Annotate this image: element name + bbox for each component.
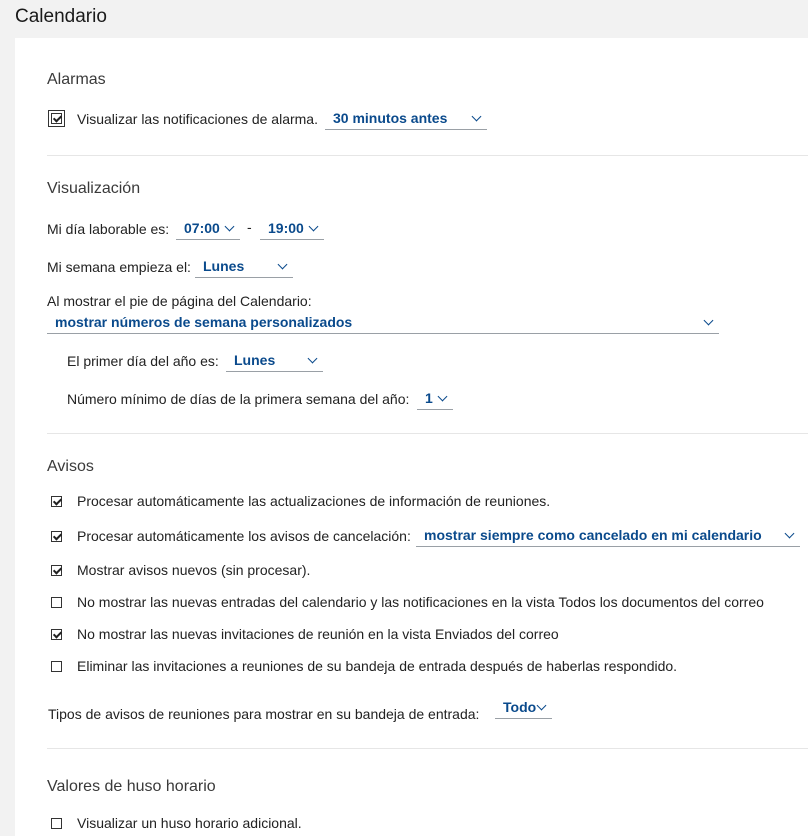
- workday-separator: -: [247, 219, 252, 235]
- extra-timezone-checkbox[interactable]: [51, 818, 62, 829]
- show-alarm-label: Visualizar las notificaciones de alarma.: [77, 111, 318, 127]
- hide-new-entries-checkbox[interactable]: [51, 597, 62, 608]
- notice-types-dropdown[interactable]: [495, 697, 552, 719]
- show-alarm-checkbox[interactable]: [51, 113, 62, 124]
- divider: [47, 748, 808, 749]
- footer-value: mostrar números de semana personalizados: [55, 314, 353, 330]
- alarm-time-value: 30 minutos antes: [333, 110, 448, 126]
- workday-start-dropdown[interactable]: [176, 218, 240, 240]
- divider: [47, 155, 808, 156]
- notices-section-title: Avisos: [47, 458, 94, 475]
- footer-dropdown[interactable]: [47, 312, 719, 334]
- settings-panel: [15, 38, 808, 836]
- first-day-dropdown[interactable]: [226, 350, 323, 372]
- chevron-down-icon: [537, 701, 547, 711]
- chevron-down-icon: [704, 316, 714, 326]
- extra-timezone-label: Visualizar un huso horario adicional.: [77, 815, 302, 831]
- show-new-notices-label: Mostrar avisos nuevos (sin procesar).: [77, 562, 311, 578]
- workday-start-value: 07:00: [184, 220, 220, 236]
- notice-types-value: Todo: [503, 699, 537, 715]
- week-start-label: Mi semana empieza el:: [47, 259, 191, 275]
- notice-types-label: Tipos de avisos de reuniones para mostrar en su bandeja de entrada:: [48, 706, 480, 722]
- alarm-time-dropdown[interactable]: [325, 108, 487, 130]
- divider: [47, 433, 808, 434]
- footer-label: Al mostrar el pie de página del Calendario:: [47, 293, 312, 309]
- alarms-section-title: Alarmas: [47, 71, 106, 88]
- process-cancel-label: Procesar automáticamente los avisos de cancelación:: [77, 528, 411, 544]
- hide-new-entries-label: No mostrar las nuevas entradas del calendario y las notificaciones en la vista Todos los documentos del correo: [77, 594, 764, 610]
- delete-invites-label: Eliminar las invitaciones a reuniones de su bandeja de entrada después de haberlas respondido.: [77, 658, 678, 674]
- hide-sent-invites-checkbox[interactable]: [51, 629, 62, 640]
- cancel-option-dropdown[interactable]: [416, 525, 800, 547]
- chevron-down-icon: [438, 392, 448, 402]
- week-start-value: Lunes: [203, 258, 245, 274]
- cancel-option-value: mostrar siempre como cancelado en mi calendario: [424, 527, 762, 543]
- chevron-down-icon: [785, 529, 795, 539]
- first-day-label: El primer día del año es:: [67, 353, 219, 369]
- workday-label: Mi día laborable es:: [47, 221, 170, 237]
- week-start-dropdown[interactable]: [195, 256, 293, 278]
- display-section-title: Visualización: [47, 180, 141, 197]
- show-new-notices-checkbox[interactable]: [51, 565, 62, 576]
- hide-sent-invites-label: No mostrar las nuevas invitaciones de reunión en la vista Enviados del correo: [77, 626, 559, 642]
- process-updates-label: Procesar automáticamente las actualizaciones de información de reuniones.: [77, 493, 551, 509]
- min-days-dropdown[interactable]: [417, 388, 453, 410]
- page-title: Calendario: [15, 6, 107, 27]
- first-day-value: Lunes: [234, 352, 276, 368]
- chevron-down-icon: [309, 222, 319, 232]
- workday-end-dropdown[interactable]: [260, 218, 324, 240]
- min-days-label: Número mínimo de días de la primera semana del año:: [67, 391, 410, 407]
- process-updates-checkbox[interactable]: [51, 496, 62, 507]
- chevron-down-icon: [472, 112, 482, 122]
- chevron-down-icon: [278, 260, 288, 270]
- workday-end-value: 19:00: [268, 220, 304, 236]
- delete-invites-checkbox[interactable]: [51, 661, 62, 672]
- chevron-down-icon: [308, 354, 318, 364]
- timezone-section-title: Valores de huso horario: [47, 778, 216, 795]
- min-days-value: 1: [425, 390, 433, 406]
- process-cancel-checkbox[interactable]: [51, 531, 62, 542]
- chevron-down-icon: [225, 222, 235, 232]
